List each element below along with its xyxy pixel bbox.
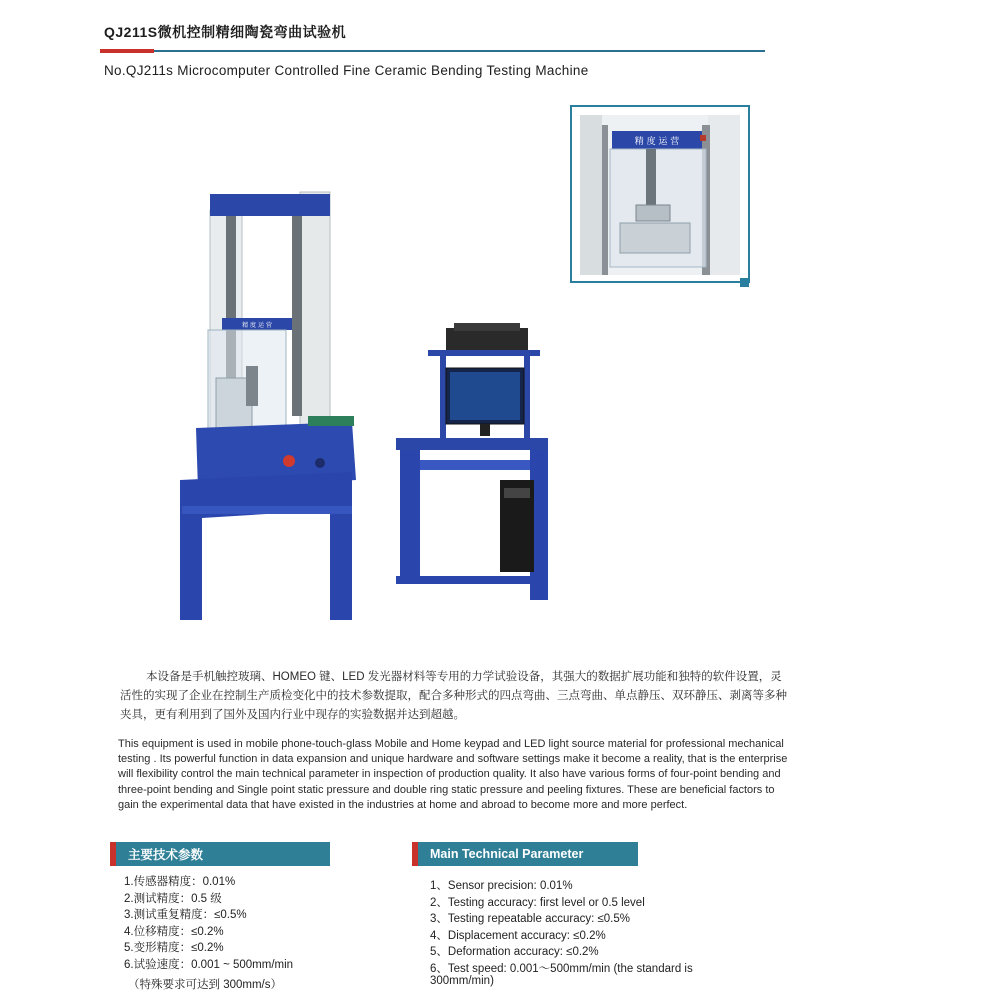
- spec-item: 1.传感器精度：0.01%: [124, 876, 236, 888]
- page-title-cn: QJ211S微机控制精细陶瓷弯曲试验机: [104, 24, 347, 40]
- section-heading-en: [412, 842, 638, 866]
- computer-desk-illustration: [396, 323, 548, 600]
- page-title-en: No.QJ211s Microcomputer Controlled Fine Ceramic Bending Testing Machine: [104, 63, 589, 78]
- spec-item: 1、Sensor precision: 0.01%: [430, 880, 573, 892]
- inset-photo: [580, 115, 740, 275]
- spec-item: 6、Test speed: 0.001～500mm/min (the standard is: [430, 962, 693, 975]
- section-heading-cn: [110, 842, 330, 866]
- spec-item: 3、Testing repeatable accuracy: ≤0.5%: [430, 913, 631, 925]
- spec-item: 4、Displacement accuracy: ≤0.2%: [430, 929, 606, 942]
- spec-item: 2、Testing accuracy: first level or 0.5 level: [430, 896, 645, 909]
- spec-item: 2.测试精度：0.5 级: [124, 892, 222, 905]
- spec-item: 5、Deformation accuracy: ≤0.2%: [430, 946, 599, 958]
- spec-item: 4.位移精度：≤0.2%: [124, 925, 224, 938]
- spec-item: 5.变形精度：≤0.2%: [124, 942, 224, 954]
- spec-list-en: [430, 878, 693, 977]
- spec-item: 6.试验速度：0.001 ~ 500mm/min: [124, 958, 294, 971]
- description-en: This equipment is used in mobile phone-touch-glass Mobile and Home keypad and LED light source material for professional mechanical testing . Its powerful function in data expansion and unique hardware and software settings make it become a reality, that is the enterprise will flexibility control the main technical parameter in inspection of production quality. It also have various forms of four-point bending and three-point bending and Single point static pressure and double ring static pressure and peeling fixtures. These are beneficial factors to gain the experimental data that have existed in the industries at home and abroad to become more and more perfect.: [118, 738, 788, 811]
- testing-machine-illustration: [180, 192, 356, 620]
- description-cn: 本设备是手机触控玻璃、HOMEO 键、LED 发光器材料等专用的力学试验设备，其强大的数据扩展功能和独特的软件设置，灵活性的实现了企业在控制生产质检变化中的技术参数提取，配合多种形式的四点弯曲、三点弯曲、单点静压、双环静压、剥离等多种夹具，更有利用到了国外及国内行业中现存的实验数据并达到超越。: [120, 671, 787, 721]
- title-divider-accent: [100, 49, 154, 53]
- title-divider: [100, 50, 765, 52]
- machine-sign: 精 度 运 营: [242, 322, 272, 329]
- spec-list-cn: [124, 874, 293, 973]
- inset-sign: 精 度 运 营: [634, 137, 680, 147]
- section-heading-cn-label: 主要技术参数: [116, 842, 330, 866]
- product-photo: [170, 180, 560, 630]
- spec-item: 3.测试重复精度：≤0.5%: [124, 909, 247, 921]
- inset-corner-marker: [740, 278, 749, 287]
- inset-photo-frame: [570, 105, 750, 283]
- spec-item-continuation: 300mm/min): [430, 975, 494, 987]
- section-heading-en-label: Main Technical Parameter: [418, 842, 638, 866]
- spec-note-cn: （特殊要求可达到 300mm/s）: [128, 979, 282, 991]
